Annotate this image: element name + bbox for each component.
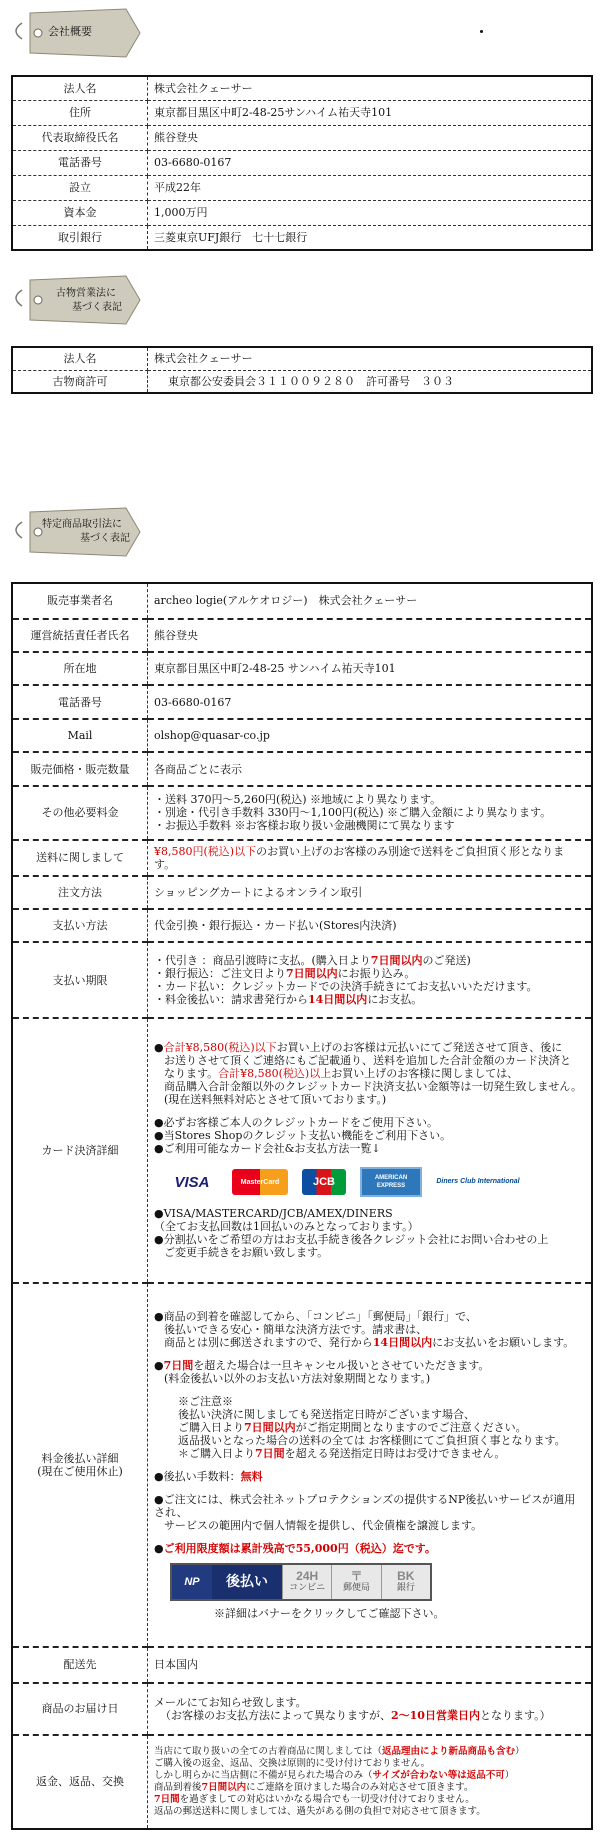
bank-icon (381, 1565, 430, 1599)
post-office-icon (331, 1565, 380, 1599)
mastercard-logo-icon: MasterCard (232, 1169, 288, 1195)
highlight-text: 7日間以内 (244, 1421, 296, 1435)
text-line (154, 1709, 585, 1722)
highlight-text: 2〜10日営業日内 (391, 1708, 480, 1722)
highlight-text: サイズが合わない等は返品不可 (372, 1769, 505, 1781)
table-row (12, 583, 592, 619)
row-value (148, 1683, 593, 1735)
text: (現在送料無料対応とさせて頂いております。) (164, 1093, 387, 1107)
row-value: 各商品ごとに表示 (148, 752, 593, 785)
table-row (12, 752, 592, 785)
table-row (12, 652, 592, 685)
row-value: 東京都目黒区中町2-48-25 サンハイム祐天寺101 (148, 652, 593, 685)
row-value: 代金引換・銀行振込・カード払い(Stores内決済) (148, 909, 593, 942)
antique-table (11, 346, 593, 394)
tag-label-line2: 基づく表記 (72, 302, 122, 313)
row-key: 住所 (12, 100, 148, 125)
list-item: ●必ずお客様ご本人のクレジットカードをご使用下さい。 (154, 1116, 438, 1130)
tag-label-line1: 古物営業法に (56, 288, 116, 299)
text-line (154, 1542, 585, 1555)
row-value (148, 840, 593, 876)
table-row (12, 719, 592, 752)
row-key: 運営統括責任者氏名 (12, 619, 148, 652)
text-line (154, 1782, 585, 1794)
table-row (12, 175, 592, 200)
row-key: Mail (12, 719, 148, 752)
list-item: ・お振込手数料 ※お客様お取り扱い金融機関にて異なります (154, 819, 455, 833)
highlight-text: 合計¥8,580(税込)以下 (163, 1041, 277, 1055)
tag-label: 会社概要 (48, 25, 92, 38)
list-item: ●当Stores Shopのクレジット支払い機能をご利用下さい。 (154, 1129, 452, 1143)
list-item (154, 967, 585, 980)
highlight-text: 7日間以内 (286, 967, 338, 981)
table-row (12, 685, 592, 718)
text: ※詳細はバナーをクリックしてご確認下さい。 (214, 1607, 445, 1621)
row-key: 資本金 (12, 200, 148, 225)
text-line (154, 1447, 585, 1460)
jcb-logo-icon: JCB (302, 1169, 346, 1195)
row-key: 法人名 (12, 347, 148, 370)
text: 料金後払い詳細 (41, 1452, 119, 1466)
np-atobarai-banner[interactable] (170, 1563, 432, 1601)
row-key: 支払い方法 (12, 909, 148, 942)
section-tag-company (8, 3, 148, 61)
highlight-text: ¥8,580円(税込)以下 (154, 844, 257, 858)
convenience-store-icon (282, 1565, 331, 1599)
text: ＊ご購入日より (178, 1447, 255, 1461)
highlight-text: 14日間以内 (308, 993, 368, 1007)
row-value: 1,000万円 (148, 200, 593, 225)
row-value: 03-6680-0167 (148, 150, 593, 175)
text: 後払いできる安心・簡単な決済方法です。請求書は、 (164, 1323, 428, 1337)
row-value: archeo logie(アルケオロジー) 株式会社クェーサー (148, 583, 593, 619)
table-row (12, 1647, 592, 1683)
list-item (154, 993, 585, 1006)
table-row (12, 125, 592, 150)
text: を超えた場合は一旦キャンセル扱いとさせていただきます。 (193, 1359, 490, 1373)
table-row (12, 76, 592, 100)
stray-dot (480, 30, 483, 33)
text: BK (397, 1569, 415, 1584)
text: ご購入日より (178, 1421, 244, 1435)
company-table (11, 75, 593, 251)
text: お買い上げのお客様は元払いにてご発送させて頂き、後に (276, 1041, 563, 1055)
text: となります。） (479, 1708, 551, 1722)
text: 返品の郵送送料に関しましては、過失がある側の負担で対応させて頂きます。 (154, 1805, 486, 1817)
list-item: ●分割払いをご希望の方はお支払手続き後各クレジット会社にお問い合わせの上 (154, 1233, 549, 1247)
table-row (12, 942, 592, 1017)
text: サービスの範囲内で個人情報を提供し、代金債権を譲渡します。 (164, 1519, 483, 1533)
text: （お客様のお支払方法によって異なりますが、 (160, 1708, 391, 1722)
highlight-text: 返品理由により新品商品も含む (382, 1745, 516, 1757)
text: ご購入後の返金、返品、交換は原則的に受け付けておりません。 (154, 1757, 431, 1769)
highlight-text: 7日間 (163, 1359, 194, 1373)
list-item: ●ご利用可能なカード会社&お支払方法一覧↓ (154, 1142, 381, 1156)
list-item: ・別途・代引き手数料 330円〜1,100円(税込) ※ご購入金額により異なります。 (154, 806, 552, 820)
text: を超える発送指定日時はお受けできません。 (284, 1447, 506, 1461)
text: にお振り込み。 (337, 967, 416, 981)
text: ●後払い手数料： (154, 1470, 241, 1484)
text: がご指定期間となりますのでご注意ください。 (295, 1421, 527, 1435)
card-details (148, 1018, 593, 1284)
table-row (12, 1283, 592, 1647)
list-item: ・カード払い：クレジットカードでの決済手続きにてお支払いいただけます。 (154, 980, 538, 994)
row-value: 日本国内 (148, 1647, 593, 1683)
section-tag-commerce (8, 502, 148, 560)
row-key: 所在地 (12, 652, 148, 685)
fees-list (148, 786, 593, 840)
text: ・代引き ：商品引渡時に支払。(購入日より (154, 954, 371, 968)
table-row (12, 200, 592, 225)
text-line (154, 1336, 585, 1349)
table-row (12, 347, 592, 370)
text: にご連絡を頂けました場合のみ対応させて頂きます。 (246, 1781, 474, 1793)
due-list (148, 942, 593, 1017)
bullet: ● (154, 1542, 164, 1556)
text-line (154, 1359, 585, 1372)
np-logo-icon: NP (172, 1565, 212, 1599)
row-value: 株式会社クェーサー (148, 76, 593, 100)
table-row (12, 786, 592, 840)
highlight-text: 7日間以内 (201, 1781, 247, 1793)
row-value: olshop@quasar-co.jp (148, 719, 593, 752)
row-key: 電話番号 (12, 685, 148, 718)
table-row (12, 100, 592, 125)
table-row (12, 225, 592, 250)
row-value: 03-6680-0167 (148, 685, 593, 718)
text-line (154, 1421, 585, 1434)
text: 後払い決済に関しましても発送指定日時がございます場合、 (178, 1408, 475, 1422)
list-item: ・送料 370円〜5,260円(税込) ※地域により異なります。 (154, 793, 442, 807)
paragraph (154, 1041, 585, 1054)
text: 銀行 (396, 1582, 415, 1593)
text: お買い上げのお客様に関しましては、 (331, 1067, 519, 1081)
text: ●ご注文には、株式会社ネットプロテクションズの提供するNP後払いサービスが適用され、 (154, 1493, 576, 1520)
text: メールにてお知らせ致します。 (154, 1695, 307, 1709)
highlight-text: 7日間 (255, 1447, 285, 1461)
row-value: 熊谷登央 (148, 619, 593, 652)
commerce-table (11, 582, 593, 1830)
list-item: ご変更手続きをお願い致します。 (164, 1246, 329, 1260)
text: しかし明らかに当店側に不備が見られた場合のみ（ (154, 1769, 373, 1781)
np-details (148, 1283, 593, 1647)
bullet: ● (154, 1359, 164, 1373)
text: を過ぎましての対応はいかなる場合でも一切受け付けておりません。 (179, 1793, 475, 1805)
text: (現在ご使用休止) (37, 1465, 123, 1479)
table-row (12, 619, 592, 652)
row-value: 平成22年 (148, 175, 593, 200)
row-key: 商品のお届け日 (12, 1683, 148, 1735)
text: コンビニ (289, 1582, 326, 1593)
highlight-text: 合計¥8,580(税込)以上 (218, 1067, 332, 1081)
card-logos (166, 1167, 585, 1197)
row-value: 東京都公安委員会３１１００９２８０ 許可番号 ３０３ (168, 374, 454, 388)
table-row (12, 1018, 592, 1284)
text: 商品購入合計金額以外のクレジットカード決済支払い金額等は一切発生致しません。 (164, 1080, 583, 1094)
list-item: （全てお支払回数は1回払いのみとなっております。） (154, 1220, 419, 1234)
text: にお支払。 (367, 993, 423, 1007)
row-key: 配送先 (12, 1647, 148, 1683)
text-line (154, 1746, 585, 1758)
row-value: 三菱東京UFJ銀行 七十七銀行 (154, 230, 308, 244)
row-key: 設立 (12, 175, 148, 200)
text: 商品到着後 (154, 1781, 202, 1793)
section-tag-antique (8, 270, 148, 328)
highlight-text: 7日間 (154, 1793, 180, 1805)
text: ※ご注意※ (178, 1395, 233, 1409)
row-value: ショッピングカートによるオンライン取引 (148, 876, 593, 909)
row-key: 取引銀行 (12, 225, 148, 250)
text: (料金後払い以外のお支払い方法対象期間となります。) (164, 1372, 431, 1386)
text: 返品扱いとなった場合の送料の全ては お客様側にてご負担頂く事となります。 (178, 1434, 566, 1448)
row-value: 熊谷登央 (148, 125, 593, 150)
highlight-text: 無料 (240, 1470, 263, 1484)
table-row (12, 1683, 592, 1735)
row-key: カード決済詳細 (12, 1018, 148, 1284)
highlight-text: 14日間以内 (372, 1336, 433, 1350)
text-line (154, 1770, 585, 1782)
text: 24H (296, 1569, 319, 1584)
row-value: 株式会社クェーサー (148, 347, 593, 370)
amex-logo-icon: AMERICAN EXPRESS (360, 1167, 422, 1197)
text: のご発送) (422, 954, 471, 968)
row-key (12, 1283, 148, 1647)
return-policy (148, 1735, 593, 1829)
text: のお買い上げのお客様のみ別途で送料をご負担頂く形となります。 (154, 844, 565, 871)
tag-shape-icon (8, 502, 148, 560)
row-value: 東京都目黒区中町2-48-25サンハイム祐天寺101 (148, 100, 593, 125)
diners-logo-icon: Diners Club International (436, 1178, 520, 1186)
text: 郵便局 (342, 1582, 370, 1593)
row-key: 送料に関しまして (12, 840, 148, 876)
row-key: 支払い期限 (12, 942, 148, 1017)
row-key: 電話番号 (12, 150, 148, 175)
table-row (12, 1735, 592, 1829)
row-key: 販売価格・販売数量 (12, 752, 148, 785)
text: 〒 (350, 1569, 363, 1584)
text: ） (504, 1769, 515, 1781)
table-row (12, 909, 592, 942)
text: 商品とは別に郵送されますので、発行から (164, 1336, 373, 1350)
tag-label-line1: 特定商品取引法に (42, 519, 122, 530)
text-line (154, 1794, 585, 1806)
list-item: ●VISA/MASTERCARD/JCB/AMEX/DINERS (154, 1207, 393, 1221)
table-row (12, 370, 592, 393)
row-key: 販売事業者名 (12, 583, 148, 619)
table-row (12, 840, 592, 876)
highlight-text: ご利用限度額は累計残高で55,000円（税込）迄です。 (163, 1542, 436, 1556)
text: ●商品の到着を確認してから、「コンビニ」「郵便局」「銀行」で、 (154, 1310, 477, 1324)
row-key: 古物商許可 (12, 370, 148, 393)
row-key: 代表取締役氏名 (12, 125, 148, 150)
table-row (12, 150, 592, 175)
row-key: 返金、返品、交換 (12, 1735, 148, 1829)
text: ） (515, 1745, 525, 1757)
tag-label-line2: 基づく表記 (80, 533, 130, 544)
banner-title: 後払い (212, 1565, 282, 1599)
row-key: 注文方法 (12, 876, 148, 909)
text: 当店にて取り扱いの全ての古着商品に関しましては（ (154, 1745, 383, 1757)
text: ・料金後払い：請求書発行から (154, 993, 308, 1007)
list-item (154, 954, 585, 967)
visa-logo-icon: VISA (174, 1173, 210, 1191)
text-line (154, 1470, 585, 1483)
highlight-text: 7日間以内 (370, 954, 423, 968)
bullet: ● (154, 1041, 164, 1055)
text: ・銀行振込：ご注文日より (154, 967, 286, 981)
text-line (154, 1067, 585, 1080)
text: お送りさせて頂くご連絡にもご記載通り、送料を追加した合計金額のカード決済と (164, 1054, 571, 1068)
text: にお支払いをお願いします。 (432, 1336, 575, 1350)
row-key: その他必要料金 (12, 786, 148, 840)
text: なります。 (164, 1067, 219, 1081)
row-key: 法人名 (12, 76, 148, 100)
table-row (12, 876, 592, 909)
